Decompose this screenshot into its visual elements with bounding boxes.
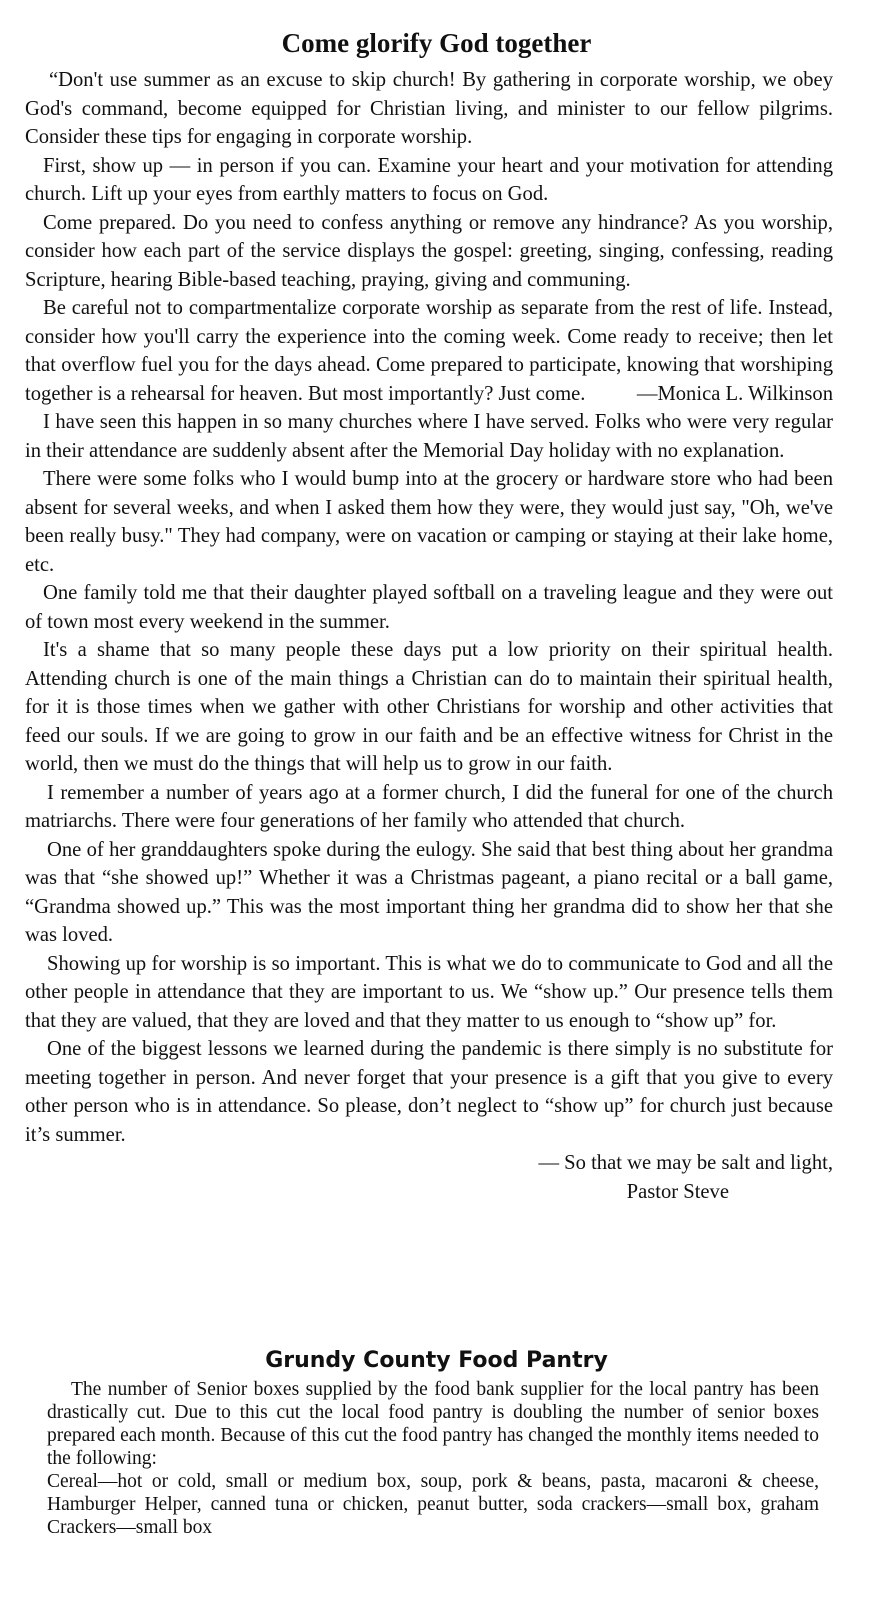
article-paragraph: I have seen this happen in so many churches where I have served. Folks who were very regular in their attendance are suddenly absent after the Memorial Day holiday with no explanation.	[25, 411, 833, 462]
article-paragraph: Be careful not to compartmentalize corporate worship as separate from the rest of life. Instead, consider how you'll carry the experience into the coming week. Come ready to receive; then let that overflow fuel you for the days ahead. Come prepared to participate, knowing that worshiping together is a rehearsal for heaven. But most importantly? Just come.	[25, 297, 833, 405]
article-paragraph: There were some folks who I would bump into at the grocery or hardware store who had been absent for several weeks, and when I asked them how they were, they would just say, "Oh, we've been really busy." They had company, were on vacation or camping or staying at their lake home, etc.	[25, 468, 833, 576]
article-paragraph: Showing up for worship is so important. This is what we do to communicate to God and all the other people in attendance that they are important to us. We “show up.” Our presence tells them that they are valued, that they are loved and that they matter to us enough to “show up” for.	[25, 952, 833, 1032]
quote-attribution: —Monica L. Wilkinson	[636, 382, 833, 405]
article-paragraph: I remember a number of years ago at a former church, I did the funeral for one of the church matriarchs. There were four generations of her family who attended that church.	[25, 781, 833, 832]
article-paragraph: “Don't use summer as an excuse to skip church! By gathering in corporate worship, we obey God's command, become equipped for Christian living, and minister to our fellow pilgrims. Consider these tips for engaging in corporate worship.	[25, 69, 833, 148]
pantry-items: Cereal—hot or cold, small or medium box, soup, pork & beans, pasta, macaroni & cheese, Hamburger Helper, canned tuna or chicken, peanut butter, soda crackers—small box, graham Crackers—small box	[47, 1471, 819, 1538]
pantry-intro: The number of Senior boxes supplied by the food bank supplier for the local pantry has been drastically cut. Due to this cut the local food pantry is doubling the number of senior boxes prepared each month. Because of this cut the food pantry has changed the monthly items needed to the following:	[47, 1379, 819, 1469]
pantry-body	[47, 1378, 819, 1539]
article-body	[25, 66, 833, 1206]
article-paragraph-with-attribution	[25, 294, 833, 408]
signoff-author: Pastor Steve	[626, 1180, 729, 1203]
article-title: Come glorify God together	[281, 28, 592, 58]
article-paragraph: One of her granddaughters spoke during the eulogy. She said that best thing about her grandma was that “she showed up!” Whether it was a Christmas pageant, a piano recital or a ball game, “Grandma showed up.” This was the most important thing her grandma did to show her that she was loved.	[25, 838, 833, 946]
article-paragraph: First, show up — in person if you can. Examine your heart and your motivation for attending church. Lift up your eyes from earthly matters to focus on God.	[25, 154, 833, 205]
article-paragraph: One of the biggest lessons we learned during the pandemic is there simply is no substitute for meeting together in person. And never forget that your presence is a gift that you give to every other person who is in attendance. So please, don’t neglect to “show up” for church just because it’s summer.	[25, 1038, 833, 1146]
pantry-title: Grundy County Food Pantry	[265, 1348, 608, 1373]
signoff-line: — So that we may be salt and light,	[538, 1152, 833, 1174]
article-paragraph: Come prepared. Do you need to confess anything or remove any hindrance? As you worship, consider how each part of the service displays the gospel: greeting, singing, confessing, reading Scripture, hearing Bible-based teaching, praying, giving and communing.	[25, 211, 833, 291]
article-paragraph: One family told me that their daughter played softball on a traveling league and they were out of town most every weekend in the summer.	[25, 582, 833, 633]
article-paragraph: It's a shame that so many people these days put a low priority on their spiritual health. Attending church is one of the main things a Christian can do to maintain their spiritual health, for it is those times when we gather with other Christians for worship and other activities that feed our souls. If we are going to grow in our faith and be an effective witness for Christ in the world, then we must do the things that will help us to grow in our faith.	[25, 639, 833, 775]
